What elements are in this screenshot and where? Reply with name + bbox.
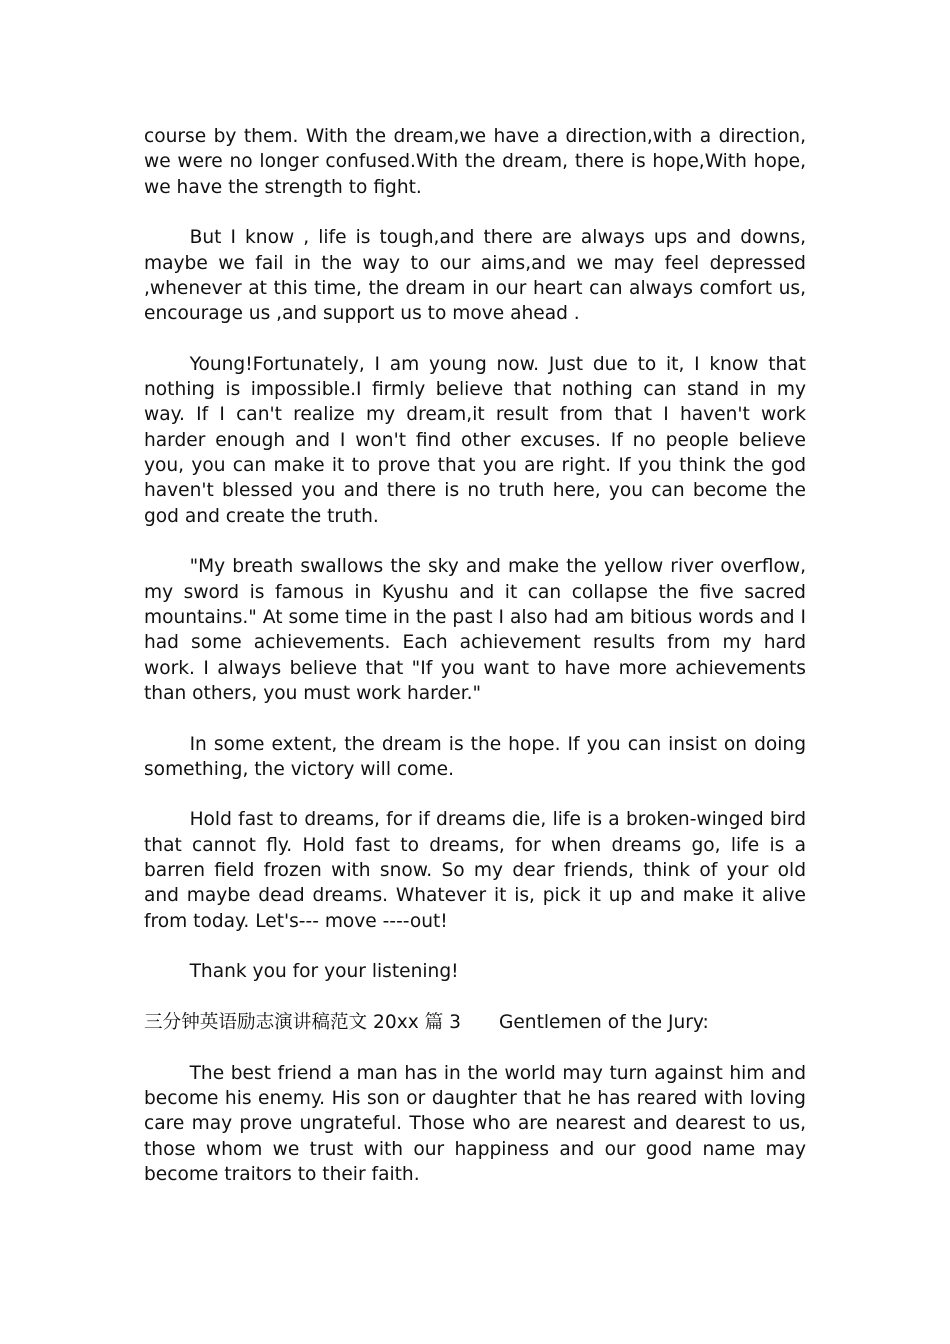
paragraph-best-friend: The best friend a man has in the world may turn against him and become his enemy. His son or daughter that he has reared with loving care may prove ungrateful. Those who are nearest and dearest to us, those whom we trust with our happiness and our good name may become traitors to their faith.: [144, 1062, 806, 1185]
paragraph-young-fortunately: Young!Fortunately, I am young now. Just due to it, I know that nothing is impossible.I firmly believe that nothing can stand in my way. If I can't realize my dream,it result from that I haven't work harder enough and I won't find other excuses. If no people believe you, you can make it to prove that you are right. If you think the god haven't blessed you and there is no truth here, you can become the god and create the truth.: [144, 353, 806, 527]
paragraph-life-is-tough: But I know , life is tough,and there are always ups and downs, maybe we fail in the way to our aims,and we may feel depressed ,whenever at this time, the dream in our heart can always comfort us, encourage us ,and support us to move ahead .: [144, 227, 806, 325]
paragraph-dream-is-hope: In some extent, the dream is the hope. If you can insist on doing something, the victory will come.: [144, 733, 806, 780]
section-heading-line: [144, 1010, 806, 1035]
salutation-text: Gentlemen of the Jury:: [498, 1012, 709, 1034]
paragraph-course-by-them: course by them. With the dream,we have a direction,with a direction, we were no longer confused.With the dream, there is hope,With hope, we have the strength to fight.: [144, 126, 806, 198]
document-page: [144, 124, 806, 1213]
paragraph-my-breath-quote: "My breath swallows the sky and make the yellow river overflow, my sword is famous in Kyushu and it can collapse the five sacred mountains." At some time in the past I also had am bitious words and I had some achievements. Each achievement results from my hard work. I always believe that "If you want to have more achievements than others, you must work harder.": [144, 556, 806, 704]
paragraph-thank-you: Thank you for your listening!: [189, 961, 459, 983]
paragraph-hold-fast-to-dreams: Hold fast to dreams, for if dreams die, life is a broken-winged bird that cannot fly. Hold fast to dreams, for when dreams go, life is a barren field frozen with snow. So my dear friends, think of your old and maybe dead dreams. Whatever it is, pick it up and make it alive from today. Let's--- move ----out!: [144, 809, 806, 932]
section-chinese-title: 三分钟英语励志演讲稿范文 20xx 篇 3: [144, 1012, 461, 1034]
